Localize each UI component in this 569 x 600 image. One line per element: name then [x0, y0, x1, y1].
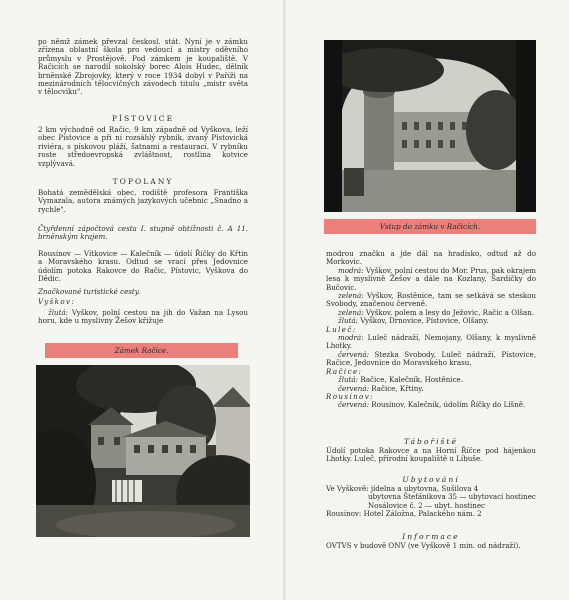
rousinov-line-0 — [326, 401, 536, 409]
rousinov-label: Rousínov: — [326, 391, 374, 401]
route-label: žlutá: — [338, 375, 359, 385]
lulec-label: Luleč: — [326, 324, 357, 334]
intro-text: po němž zámek převzal českosl. stát. Nyní je v zámku zřízena oblastní škola pro vedoucí a mistry oděvního průmyslu v Prostějově. Pod zámkem je koupaliště. V Račicích se narodil sokolský borec Alois Hudec, dělník brněnské Zbrojovky, který v roce 1934 dobyl v Paříži na mezinárodních tělocvičných závodech titulu „mistr světa v tělocviku". — [38, 37, 248, 97]
zamek-racice-photo — [36, 365, 250, 537]
informace-text: OVTVS v budově ONV (ve Vyškově 1 min. od nádraží). — [326, 541, 521, 550]
route-label: zelená: — [338, 307, 364, 317]
route-title: Čtyřdenní zápočtová cesta I. stupně obtížnosti č. A 11. brněnským krajem. — [38, 224, 248, 242]
ubytovani-heading: Ubytování — [402, 475, 460, 484]
ubytovani-line-0: Ve Vyškově: jídelna a ubytovna, Sušilova 4 — [326, 484, 479, 493]
taboriste-heading: Tábořiště — [404, 437, 458, 446]
route-text: Rousínov — Vítkovice — Kalečník — údolí Říčky do Křtin a Moravského krasu. Odtud se vrací přes Jedovnice údolím potoka Rakovce do Račic, Pístovic, Vyškova do Dědic. — [38, 249, 248, 284]
route-label: červená: — [338, 400, 369, 410]
route-label: žlutá: — [338, 316, 359, 326]
pistovice-text: 2 km východně od Račic, 9 km západně od Vyškova, leží obec Pístovice a při ní rozsáhlý rybník, zvaný Pístovická riviéra, s pískovou pláží, šatnami a restaurací. V rybníku roste středoevropská zvláštnost, rostlina kotvice vzplývavá. — [38, 125, 248, 168]
ubytovani-line-1: ubytovna Štefánikova 35 — ubytovací hostinec — [368, 492, 536, 502]
racice-label: Račice: — [326, 366, 363, 376]
archway-photo-image — [324, 40, 536, 212]
route-label: modrá: — [338, 333, 364, 343]
route-line-2 — [326, 292, 536, 309]
route-text: Vyškov, Rostěnice, tam se setkává se steskou Svobody, značenou červeně. — [326, 291, 536, 309]
lulec-line-1 — [326, 351, 536, 368]
ubytovani-line-2: Nosálovice č. 2 — ubyt. hostinec — [368, 500, 486, 510]
right-page — [286, 0, 569, 600]
route-label: červená: — [338, 349, 369, 359]
photo-caption-left: Zámek Račice. — [45, 343, 238, 358]
route-line-1 — [326, 267, 536, 292]
route-text: Stezka Svobody, Luleč nádraží, Pístovice, Račice, Jedovnice do Moravského krasu. — [326, 349, 536, 368]
zluta-route — [38, 309, 248, 326]
intro-paragraph — [38, 38, 248, 97]
topolany-heading: TOPOLANY — [112, 177, 174, 186]
route-label: červená: — [338, 383, 369, 393]
vyskov-label: Vyškov: — [38, 297, 76, 306]
route-text: Račice, Kalečník, Hostěnice. — [360, 375, 463, 385]
zluta-text: Vyškov, polní cestou na jih do Važan na Lysou horu, kde u myslivny Žešov křižuje — [38, 308, 248, 326]
route-text: modrou značku a jde dál na hradisko, odtud až do Morkovic. — [326, 249, 536, 267]
route-label: modrá: — [338, 265, 364, 275]
taboriste-text: Údolí potoka Rakovce a na Horní Říčce pod hájenkou Lhotky. Luleč, přírodní koupaliště u Líbuše. — [326, 446, 536, 464]
photo-caption-right: Vstup do zámku v Račicích. — [324, 219, 536, 234]
route-text: Luleč nádraží, Nemojany, Olšany, k myslivně Lhotky. — [326, 333, 536, 351]
vstup-zamek-photo — [324, 40, 536, 212]
marked-routes-title: Značkované turistické cesty. — [38, 287, 141, 296]
ubytovani-list — [326, 485, 536, 519]
route-text: Rousínov, Kalečník, údolím Říčky do Líšně. — [371, 400, 526, 410]
route-text: Vyškov, polní cestou do Mor. Prus, pak okrajem lesa k myslivně Žešov a dále na Kozlany, Šardičky do Bučovic. — [326, 265, 536, 292]
left-page — [0, 0, 284, 600]
route-text: Vyškov, polem a lesy do Ježovic, Račic a Olšan. — [365, 307, 535, 317]
right-routes — [326, 250, 536, 410]
informace-heading: Informace — [402, 532, 460, 541]
route-line-4 — [326, 317, 536, 325]
topolany-text: Bohatá zemědělská obec, rodiště profesora Františka Vymazala, autora známých jazykových učebnic „Snadno a rychle". — [38, 188, 248, 214]
route-line-0 — [326, 250, 536, 267]
route-text: Vyškov, Drnovice, Pístovice, Olšany. — [360, 316, 489, 326]
zluta-label: žlutá: — [48, 308, 69, 317]
lulec-line-0 — [326, 334, 536, 351]
castle-photo-image — [36, 365, 250, 537]
route-label: zelená: — [338, 291, 364, 301]
pistovice-heading: PÍSTOVICE — [111, 114, 175, 123]
ubytovani-line-3: Rousínov: Hotel Záložna, Palackého nám. 2 — [326, 509, 482, 519]
route-text: Račice, Křtiny. — [371, 383, 424, 393]
